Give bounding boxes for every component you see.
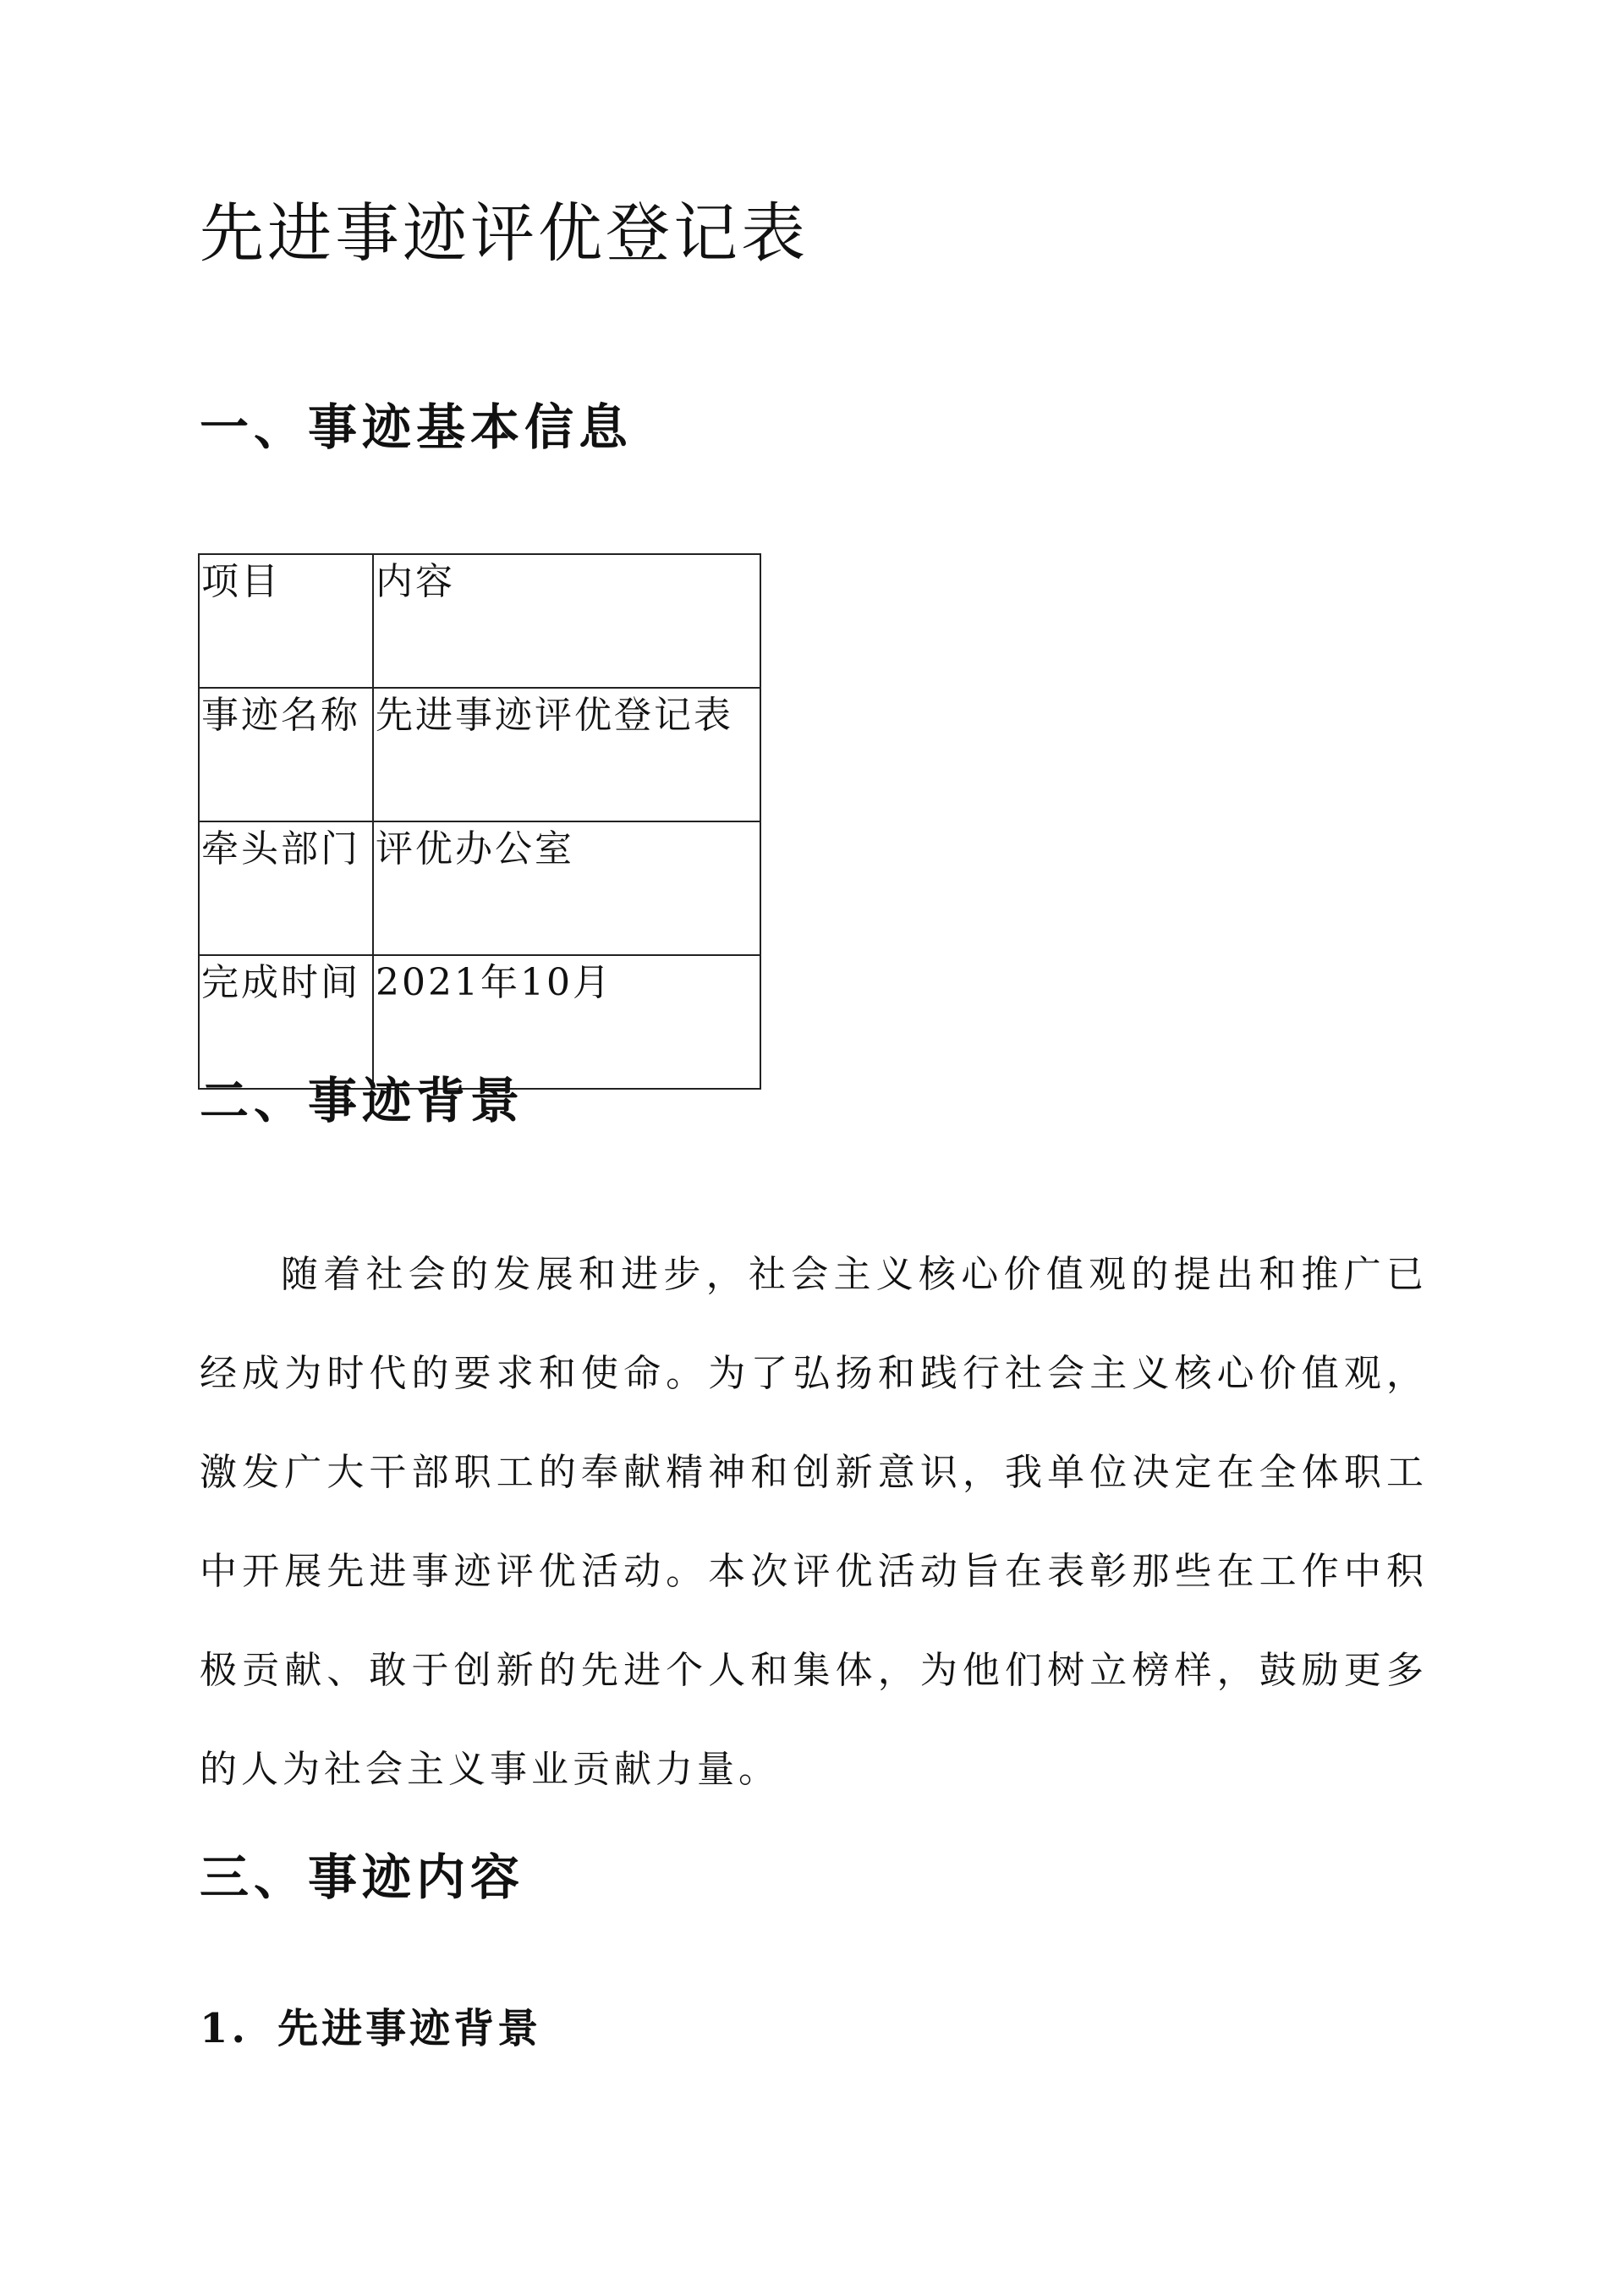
subsection-number: 1. bbox=[200, 2005, 250, 2052]
basic-info-table bbox=[198, 553, 761, 1090]
table-cell-content: 评优办公室 bbox=[373, 821, 760, 955]
table-cell-item: 牵头部门 bbox=[199, 821, 373, 955]
table-cell-item: 完成时间 bbox=[199, 955, 373, 1089]
table-row bbox=[199, 688, 760, 821]
section-heading-background: 二、事迹背景 bbox=[200, 1072, 525, 1129]
subsection-title: 先进事迹背景 bbox=[277, 2005, 542, 2052]
table-cell-item: 事迹名称 bbox=[199, 688, 373, 821]
table-row bbox=[199, 955, 760, 1089]
table-row bbox=[199, 821, 760, 955]
subsection-heading bbox=[200, 2005, 542, 2052]
document-title: 先进事迹评优登记表 bbox=[200, 195, 809, 271]
section-heading-basic-info: 一、事迹基本信息 bbox=[200, 398, 634, 456]
table-header-content: 内容 bbox=[373, 554, 760, 688]
section-heading-content: 三、事迹内容 bbox=[200, 1848, 525, 1906]
table-header-row bbox=[199, 554, 760, 688]
table-header-item: 项目 bbox=[199, 554, 373, 688]
table-cell-content: 2021年10月 bbox=[373, 955, 760, 1089]
table-cell-content: 先进事迹评优登记表 bbox=[373, 688, 760, 821]
background-paragraph: 随着社会的发展和进步，社会主义核心价值观的提出和推广已经成为时代的要求和使命。为了弘扬和践行社会主义核心价值观，激发广大干部职工的奉献精神和创新意识，我单位决定在全体职工中开展先进事迹评优活动。本次评优活动旨在表彰那些在工作中积极贡献、敢于创新的先进个人和集体，为他们树立榜样，鼓励更多的人为社会主义事业贡献力量。 bbox=[200, 1253, 1428, 1791]
